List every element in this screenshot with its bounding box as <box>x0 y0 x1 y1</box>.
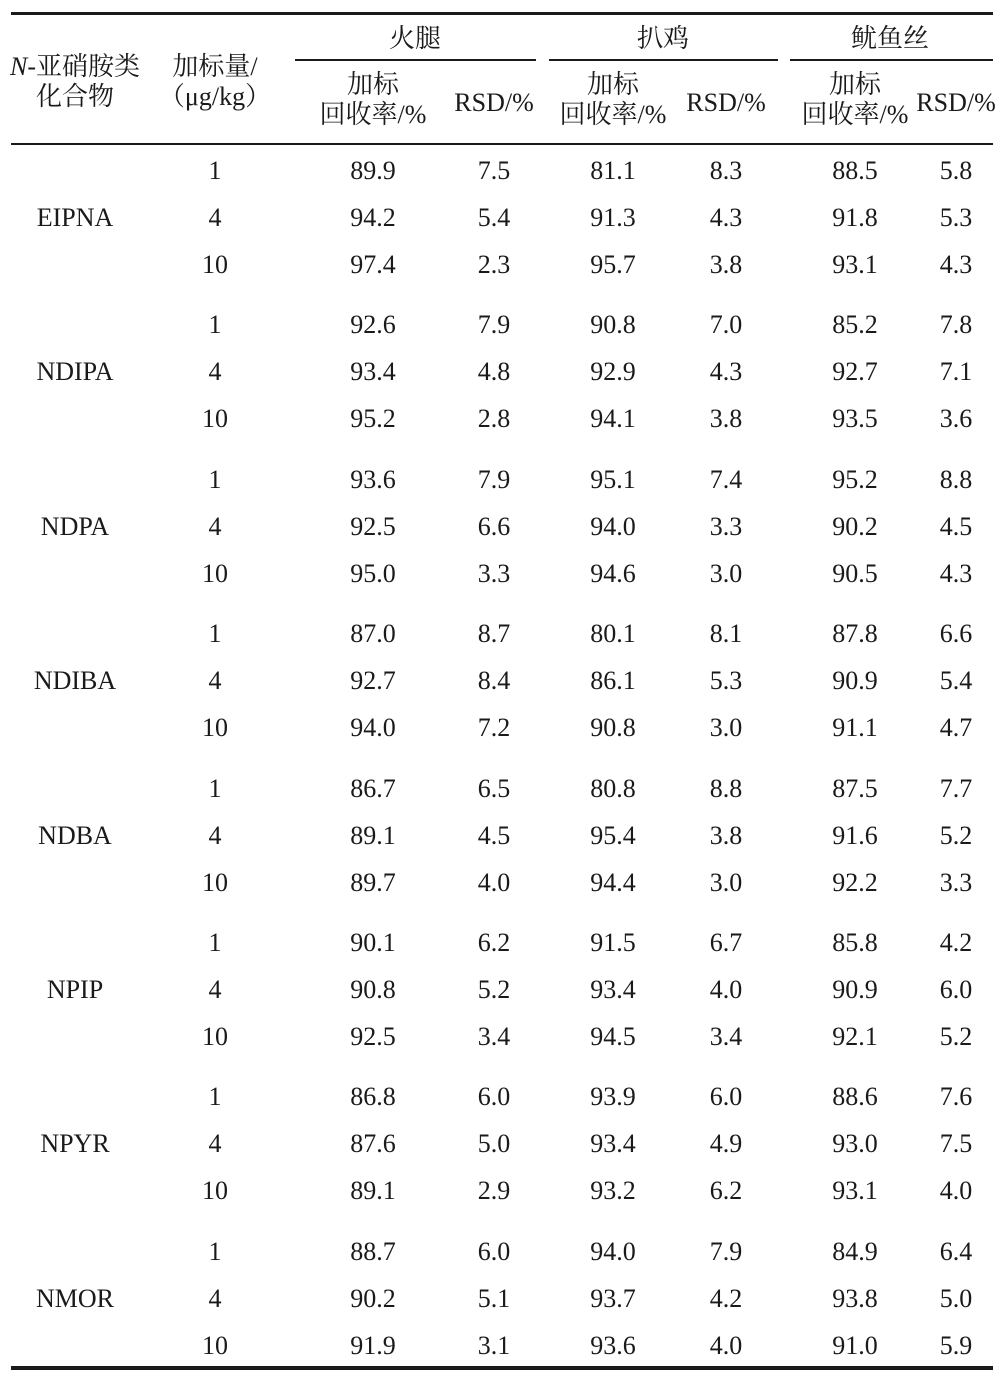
recovery-cell: 92.9 <box>590 357 636 387</box>
recovery-cell: 90.8 <box>350 975 396 1004</box>
rsd-cell: 6.6 <box>477 511 511 541</box>
spike-level-cell: 4 <box>208 203 222 232</box>
rsd-cell: 6.2 <box>709 1176 743 1206</box>
spike-level-cell: 4 <box>208 975 222 1004</box>
rsd-cell: 6.6 <box>939 619 973 649</box>
compound-name: NPIP <box>46 975 104 1004</box>
recovery-cell: 93.4 <box>590 975 636 1004</box>
group-underline-ham <box>295 59 536 61</box>
rsd-cell: 3.4 <box>477 1022 511 1051</box>
recovery-cell: 95.0 <box>350 558 396 588</box>
recovery-cell: 86.8 <box>350 1082 396 1112</box>
spike-level-cell: 1 <box>208 619 222 649</box>
rsd-cell: 4.0 <box>477 867 511 897</box>
recovery-cell: 95.7 <box>590 250 636 279</box>
rsd-cell: 4.9 <box>709 1129 743 1159</box>
rsd-cell: 6.0 <box>939 975 973 1004</box>
rsd-cell: 8.8 <box>939 464 973 494</box>
rsd-cell: 7.9 <box>477 310 511 340</box>
recovery-cell: 93.6 <box>350 464 396 494</box>
compound-name: NDPA <box>40 511 110 541</box>
spike-level-cell: 4 <box>208 666 222 696</box>
recovery-cell: 80.8 <box>590 773 636 803</box>
spike-level-cell: 1 <box>208 156 222 185</box>
recovery-header-line2: 回收率/% <box>559 100 667 129</box>
rsd-cell: 4.7 <box>939 713 973 743</box>
rsd-cell: 4.5 <box>477 820 511 850</box>
rsd-cell: 4.3 <box>709 203 743 232</box>
recovery-cell: 90.8 <box>590 713 636 743</box>
recovery-cell: 88.5 <box>832 156 878 185</box>
recovery-cell: 87.6 <box>350 1129 396 1159</box>
rsd-cell: 5.4 <box>477 203 511 232</box>
recovery-cell: 93.8 <box>832 1283 878 1313</box>
rsd-cell: 3.3 <box>477 558 511 588</box>
rsd-cell: 4.0 <box>709 1330 743 1360</box>
recovery-cell: 81.1 <box>590 156 636 185</box>
rsd-cell: 7.7 <box>939 773 973 803</box>
rsd-cell: 6.5 <box>477 773 511 803</box>
rsd-cell: 7.5 <box>939 1129 973 1159</box>
compound-name: EIPNA <box>36 203 114 232</box>
rsd-cell: 6.0 <box>477 1236 511 1266</box>
recovery-cell: 86.1 <box>590 666 636 696</box>
recovery-cell: 93.2 <box>590 1176 636 1206</box>
recovery-cell: 87.0 <box>350 619 396 649</box>
spike-level-cell: 1 <box>208 928 222 957</box>
recovery-cell: 89.1 <box>350 820 396 850</box>
recovery-cell: 90.9 <box>832 666 878 696</box>
rsd-cell: 3.8 <box>709 250 743 279</box>
spike-level-cell: 4 <box>208 1283 222 1313</box>
rsd-cell: 5.3 <box>709 666 743 696</box>
spike-level-cell: 4 <box>208 357 222 387</box>
spike-level-cell: 10 <box>202 558 228 588</box>
recovery-cell: 94.5 <box>590 1022 636 1051</box>
recovery-cell: 94.2 <box>350 203 396 232</box>
recovery-cell: 93.0 <box>832 1129 878 1159</box>
rsd-cell: 3.8 <box>709 820 743 850</box>
rsd-cell: 5.2 <box>939 1022 973 1051</box>
group-header-ham: 火腿 <box>388 24 442 53</box>
recovery-cell: 94.0 <box>350 713 396 743</box>
recovery-cell: 94.4 <box>590 867 636 897</box>
spike-level-cell: 1 <box>208 1236 222 1266</box>
rsd-cell: 6.2 <box>477 928 511 957</box>
recovery-cell: 90.2 <box>350 1283 396 1313</box>
recovery-header-chicken <box>560 70 667 130</box>
recovery-cell: 91.6 <box>832 820 878 850</box>
rsd-cell: 4.0 <box>709 975 743 1004</box>
spike-level-cell: 1 <box>208 773 222 803</box>
recovery-header-line1: 加标 <box>346 70 400 99</box>
top-rule <box>11 12 993 15</box>
rsd-cell: 7.6 <box>939 1082 973 1112</box>
spike-level-cell: 4 <box>208 820 222 850</box>
rsd-header-chicken: RSD/% <box>686 88 766 117</box>
rsd-cell: 5.4 <box>939 666 973 696</box>
group-underline-squid <box>790 59 993 61</box>
rsd-cell: 5.2 <box>939 820 973 850</box>
group-header-chicken: 扒鸡 <box>636 24 690 53</box>
rsd-cell: 5.0 <box>477 1129 511 1159</box>
compound-header-prefix: N <box>9 52 28 81</box>
recovery-cell: 92.6 <box>350 310 396 340</box>
recovery-cell: 85.8 <box>832 928 878 957</box>
recovery-cell: 92.2 <box>832 867 878 897</box>
rsd-cell: 5.8 <box>939 156 973 185</box>
recovery-cell: 87.5 <box>832 773 878 803</box>
recovery-cell: 91.3 <box>590 203 636 232</box>
rsd-cell: 2.3 <box>477 250 511 279</box>
rsd-cell: 3.1 <box>477 1330 511 1360</box>
rsd-cell: 2.8 <box>477 404 511 434</box>
rsd-cell: 4.2 <box>939 928 973 957</box>
group-underline-chicken <box>549 59 778 61</box>
rsd-cell: 4.3 <box>939 558 973 588</box>
recovery-cell: 95.2 <box>832 464 878 494</box>
recovery-cell: 92.7 <box>832 357 878 387</box>
spike-level-cell: 10 <box>202 404 228 434</box>
rsd-cell: 7.9 <box>709 1236 743 1266</box>
recovery-cell: 85.2 <box>832 310 878 340</box>
recovery-cell: 92.5 <box>350 1022 396 1051</box>
rsd-cell: 8.7 <box>477 619 511 649</box>
recovery-cell: 95.4 <box>590 820 636 850</box>
recovery-cell: 89.7 <box>350 867 396 897</box>
rsd-cell: 3.0 <box>709 867 743 897</box>
spike-header-line2: （μg/kg） <box>158 82 272 111</box>
recovery-cell: 97.4 <box>350 250 396 279</box>
rsd-cell: 6.7 <box>709 928 743 957</box>
rsd-cell: 6.0 <box>477 1082 511 1112</box>
spike-level-cell: 1 <box>208 464 222 494</box>
rsd-cell: 3.0 <box>709 713 743 743</box>
recovery-cell: 88.6 <box>832 1082 878 1112</box>
rsd-cell: 3.3 <box>939 867 973 897</box>
recovery-cell: 95.2 <box>350 404 396 434</box>
recovery-cell: 91.9 <box>350 1330 396 1360</box>
rsd-cell: 4.3 <box>939 250 973 279</box>
compound-name: NPYR <box>40 1129 110 1159</box>
recovery-cell: 93.4 <box>590 1129 636 1159</box>
recovery-cell: 93.7 <box>590 1283 636 1313</box>
recovery-cell: 89.1 <box>350 1176 396 1206</box>
rsd-header-squid: RSD/% <box>916 88 996 117</box>
spike-level-cell: 10 <box>202 867 228 897</box>
recovery-cell: 94.1 <box>590 404 636 434</box>
recovery-cell: 90.1 <box>350 928 396 957</box>
compound-header <box>10 52 140 112</box>
rsd-cell: 3.0 <box>709 558 743 588</box>
spike-level-cell: 1 <box>208 310 222 340</box>
recovery-cell: 89.9 <box>350 156 396 185</box>
spike-level-cell: 10 <box>202 1330 228 1360</box>
rsd-cell: 3.3 <box>709 511 743 541</box>
rsd-cell: 3.6 <box>939 404 973 434</box>
spike-level-cell: 10 <box>202 713 228 743</box>
spike-level-cell: 10 <box>202 1176 228 1206</box>
rsd-cell: 4.0 <box>939 1176 973 1206</box>
rsd-cell: 3.8 <box>709 404 743 434</box>
recovery-cell: 94.0 <box>590 1236 636 1266</box>
recovery-header-squid <box>802 70 909 130</box>
spike-level-header <box>159 52 271 112</box>
recovery-cell: 93.5 <box>832 404 878 434</box>
recovery-cell: 90.9 <box>832 975 878 1004</box>
compound-name: NDIPA <box>36 357 114 387</box>
rsd-cell: 5.9 <box>939 1330 973 1360</box>
spike-level-cell: 10 <box>202 250 228 279</box>
compound-name: NMOR <box>35 1283 115 1313</box>
compound-name: NDIBA <box>33 666 117 696</box>
recovery-cell: 86.7 <box>350 773 396 803</box>
recovery-cell: 95.1 <box>590 464 636 494</box>
recovery-cell: 94.6 <box>590 558 636 588</box>
rsd-cell: 3.4 <box>709 1022 743 1051</box>
recovery-cell: 92.1 <box>832 1022 878 1051</box>
rsd-cell: 7.9 <box>477 464 511 494</box>
rsd-cell: 8.3 <box>709 156 743 185</box>
rsd-cell: 6.0 <box>709 1082 743 1112</box>
spike-level-cell: 4 <box>208 511 222 541</box>
recovery-cell: 93.6 <box>590 1330 636 1360</box>
recovery-header-line2: 回收率/% <box>319 100 427 129</box>
rsd-cell: 7.4 <box>709 464 743 494</box>
recovery-header-line2: 回收率/% <box>801 100 909 129</box>
rsd-cell: 7.8 <box>939 310 973 340</box>
spike-level-cell: 1 <box>208 1082 222 1112</box>
recovery-cell: 93.1 <box>832 250 878 279</box>
rsd-cell: 4.5 <box>939 511 973 541</box>
rsd-cell: 5.1 <box>477 1283 511 1313</box>
recovery-cell: 93.4 <box>350 357 396 387</box>
recovery-cell: 84.9 <box>832 1236 878 1266</box>
recovery-cell: 91.8 <box>832 203 878 232</box>
spike-level-cell: 10 <box>202 1022 228 1051</box>
compound-header-rest: -亚硝胺类 <box>27 52 141 81</box>
compound-header-line2: 化合物 <box>35 82 115 111</box>
bottom-rule <box>11 1366 993 1370</box>
recovery-header-ham <box>320 70 427 130</box>
recovery-cell: 90.5 <box>832 558 878 588</box>
recovery-cell: 92.5 <box>350 511 396 541</box>
rsd-cell: 7.2 <box>477 713 511 743</box>
recovery-header-line1: 加标 <box>828 70 882 99</box>
recovery-cell: 88.7 <box>350 1236 396 1266</box>
recovery-cell: 90.8 <box>590 310 636 340</box>
rsd-header-ham: RSD/% <box>454 88 534 117</box>
rsd-cell: 7.5 <box>477 156 511 185</box>
rsd-cell: 8.1 <box>709 619 743 649</box>
rsd-cell: 5.0 <box>939 1283 973 1313</box>
rsd-cell: 7.0 <box>709 310 743 340</box>
recovery-cell: 91.1 <box>832 713 878 743</box>
rsd-cell: 8.4 <box>477 666 511 696</box>
rsd-cell: 5.2 <box>477 975 511 1004</box>
rsd-cell: 8.8 <box>709 773 743 803</box>
recovery-cell: 90.2 <box>832 511 878 541</box>
recovery-cell: 92.7 <box>350 666 396 696</box>
recovery-cell: 80.1 <box>590 619 636 649</box>
recovery-cell: 93.9 <box>590 1082 636 1112</box>
recovery-cell: 91.5 <box>590 928 636 957</box>
rsd-cell: 7.1 <box>939 357 973 387</box>
recovery-cell: 94.0 <box>590 511 636 541</box>
recovery-cell: 87.8 <box>832 619 878 649</box>
recovery-cell: 91.0 <box>832 1330 878 1360</box>
group-header-squid: 鱿鱼丝 <box>850 24 930 53</box>
rsd-cell: 4.3 <box>709 357 743 387</box>
spike-level-cell: 4 <box>208 1129 222 1159</box>
spike-header-line1: 加标量/ <box>172 52 258 81</box>
rsd-cell: 2.9 <box>477 1176 511 1206</box>
rsd-cell: 6.4 <box>939 1236 973 1266</box>
header-rule <box>11 143 993 145</box>
rsd-cell: 4.2 <box>709 1283 743 1313</box>
rsd-cell: 4.8 <box>477 357 511 387</box>
rsd-cell: 5.3 <box>939 203 973 232</box>
compound-name: NDBA <box>38 820 112 850</box>
recovery-cell: 93.1 <box>832 1176 878 1206</box>
recovery-header-line1: 加标 <box>586 70 640 99</box>
